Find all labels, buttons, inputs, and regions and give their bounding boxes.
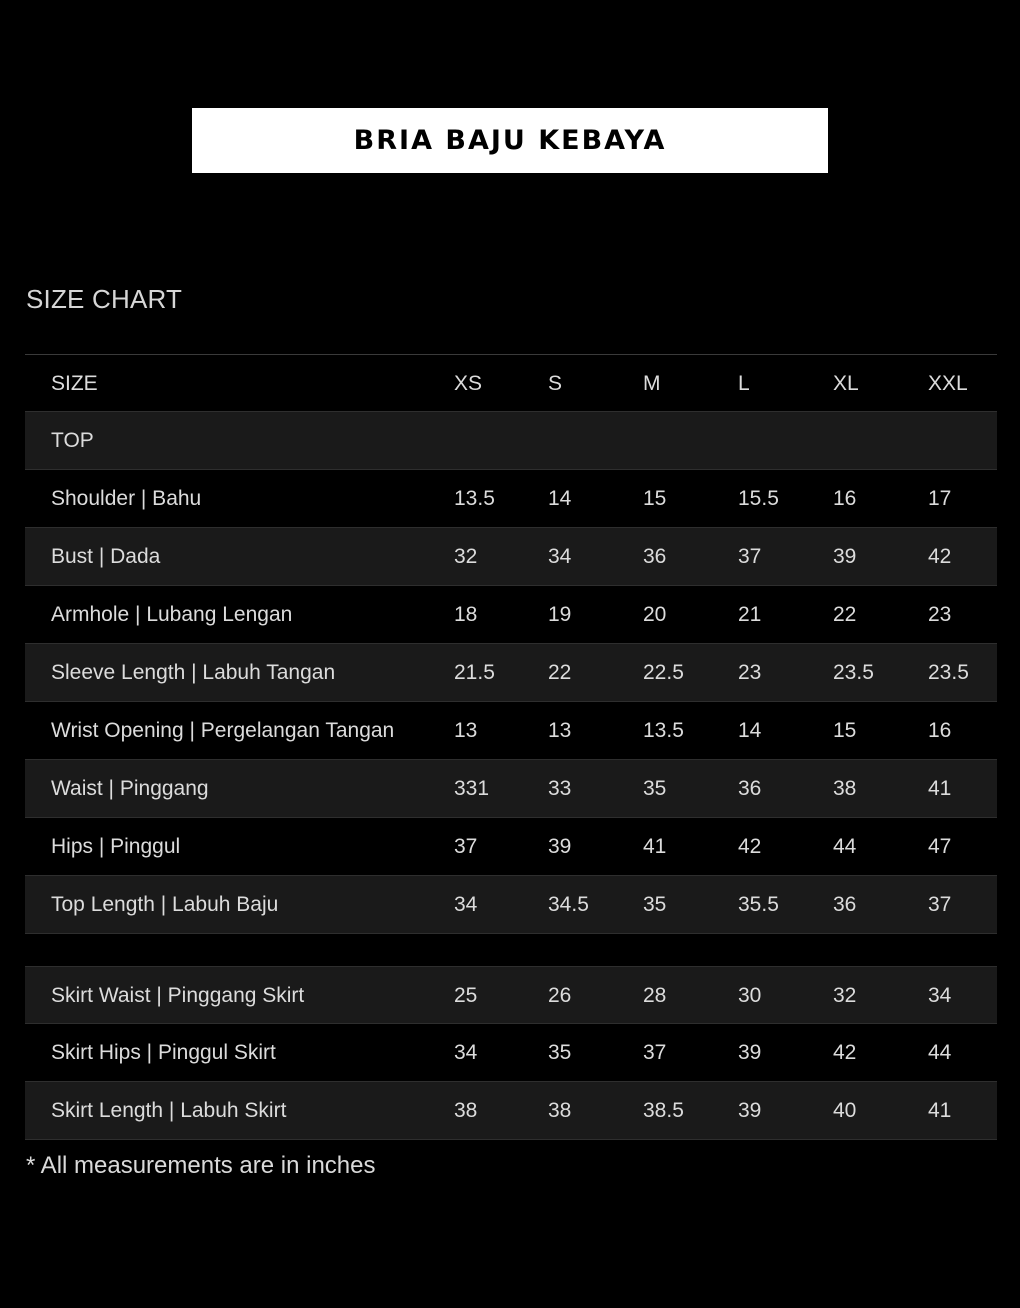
cell-value: 41: [928, 1099, 952, 1122]
row-label: Hips | Pinggul: [51, 835, 181, 858]
header-size-m: M: [643, 372, 661, 395]
cell-value: 35: [548, 1041, 572, 1064]
cell-value: 44: [833, 835, 857, 858]
row-label: Wrist Opening | Pergelangan Tangan: [51, 719, 395, 742]
cell-value: 36: [738, 777, 762, 800]
cell-value: 32: [833, 984, 857, 1007]
cell-value: 17: [928, 487, 952, 510]
table-header-row: [25, 354, 997, 412]
cell-value: 331: [454, 777, 490, 800]
cell-value: 13: [548, 719, 572, 742]
cell-value: 47: [928, 835, 952, 858]
cell-value: 16: [928, 719, 952, 742]
row-label: Armhole | Lubang Lengan: [51, 603, 293, 626]
cell-value: 26: [548, 984, 572, 1007]
header-size-xxl: XXL: [928, 372, 968, 395]
cell-value: 40: [833, 1099, 857, 1122]
cell-value: 36: [643, 545, 667, 568]
cell-value: 34: [454, 1041, 478, 1064]
row-label: Shoulder | Bahu: [51, 487, 202, 510]
cell-value: 22: [548, 661, 572, 684]
cell-value: 36: [833, 893, 857, 916]
cell-value: 15: [643, 487, 667, 510]
table-row: [25, 966, 997, 1024]
cell-value: 22.5: [643, 661, 684, 684]
cell-value: 28: [643, 984, 667, 1007]
cell-value: 20: [643, 603, 667, 626]
table-row: [25, 876, 997, 934]
row-label: Skirt Waist | Pinggang Skirt: [51, 984, 305, 1007]
cell-value: 39: [833, 545, 857, 568]
cell-value: 21: [738, 603, 762, 626]
cell-value: 44: [928, 1041, 952, 1064]
cell-value: 38: [548, 1099, 572, 1122]
table-row: [25, 702, 997, 760]
measurement-footnote: * All measurements are in inches: [26, 1152, 376, 1179]
cell-value: 21.5: [454, 661, 495, 684]
row-label: Waist | Pinggang: [51, 777, 209, 800]
table-row: [25, 586, 997, 644]
cell-value: 38: [454, 1099, 478, 1122]
header-size-label: SIZE: [51, 372, 98, 395]
header-size-l: L: [738, 372, 750, 395]
cell-value: 42: [833, 1041, 857, 1064]
cell-value: 42: [738, 835, 762, 858]
header-size-xs: XS: [454, 372, 483, 395]
cell-value: 22: [833, 603, 857, 626]
table-row: [25, 1082, 997, 1140]
cell-value: 38: [833, 777, 857, 800]
cell-value: 34: [548, 545, 572, 568]
cell-value: 39: [738, 1041, 762, 1064]
title-banner: [192, 108, 828, 173]
cell-value: 14: [548, 487, 572, 510]
row-label: Bust | Dada: [51, 545, 161, 568]
table-row: [25, 470, 997, 528]
cell-value: 35: [643, 777, 667, 800]
cell-value: 13.5: [643, 719, 684, 742]
table-row: [25, 1024, 997, 1082]
cell-value: 39: [738, 1099, 762, 1122]
cell-value: 16: [833, 487, 857, 510]
cell-value: 13.5: [454, 487, 495, 510]
cell-value: 19: [548, 603, 572, 626]
cell-value: 33: [548, 777, 572, 800]
cell-value: 39: [548, 835, 572, 858]
cell-value: 25: [454, 984, 478, 1007]
row-label: Top Length | Labuh Baju: [51, 893, 279, 916]
cell-value: 34.5: [548, 893, 589, 916]
cell-value: 30: [738, 984, 762, 1007]
cell-value: 38.5: [643, 1099, 684, 1122]
cell-value: 18: [454, 603, 478, 626]
table-row: [25, 760, 997, 818]
cell-value: 41: [643, 835, 667, 858]
header-size-xl: XL: [833, 372, 859, 395]
cell-value: 23: [928, 603, 952, 626]
group-label: TOP: [51, 429, 94, 452]
cell-value: 23: [738, 661, 762, 684]
cell-value: 37: [928, 893, 952, 916]
cell-value: 35: [643, 893, 667, 916]
table-row: [25, 528, 997, 586]
cell-value: 13: [454, 719, 478, 742]
cell-value: 32: [454, 545, 478, 568]
cell-value: 34: [454, 893, 478, 916]
table-row: [25, 644, 997, 702]
row-label: Skirt Hips | Pinggul Skirt: [51, 1041, 276, 1064]
cell-value: 35.5: [738, 893, 779, 916]
row-label: Sleeve Length | Labuh Tangan: [51, 661, 336, 684]
cell-value: 15: [833, 719, 857, 742]
cell-value: 41: [928, 777, 952, 800]
table-row: [25, 818, 997, 876]
header-size-s: S: [548, 372, 563, 395]
cell-value: 37: [643, 1041, 667, 1064]
cell-value: 37: [454, 835, 478, 858]
cell-value: 42: [928, 545, 952, 568]
cell-value: 37: [738, 545, 762, 568]
cell-value: 14: [738, 719, 762, 742]
group-row-top: [25, 412, 997, 470]
cell-value: 23.5: [928, 661, 969, 684]
section-heading: SIZE CHART: [26, 284, 183, 314]
page-title: BRIA BAJU KEBAYA: [353, 125, 667, 156]
cell-value: 15.5: [738, 487, 779, 510]
row-label: Skirt Length | Labuh Skirt: [51, 1099, 287, 1122]
cell-value: 34: [928, 984, 952, 1007]
cell-value: 23.5: [833, 661, 874, 684]
